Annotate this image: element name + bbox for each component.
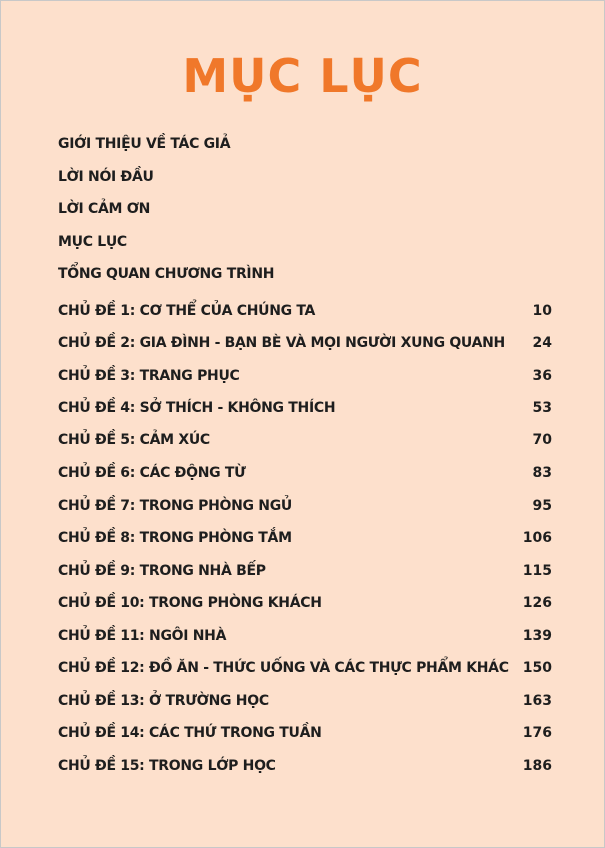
toc-row-label: CHỦ ĐỀ 7: TRONG PHÒNG NGỦ	[58, 498, 292, 514]
toc-row-chapter-1[interactable]	[58, 300, 552, 322]
toc-row-chapter-13[interactable]	[58, 690, 552, 712]
toc-row-page: 150	[522, 660, 552, 676]
toc-row-label: CHỦ ĐỀ 5: CẢM XÚC	[58, 432, 210, 448]
toc-row-page: 176	[522, 725, 552, 741]
toc-row-label: CHỦ ĐỀ 12: ĐỒ ĂN - THỨC UỐNG VÀ CÁC THỰC PHẨM KHÁC	[58, 660, 509, 676]
toc-row-label: CHỦ ĐỀ 2: GIA ĐÌNH - BẠN BÈ VÀ MỌI NGƯỜI XUNG QUANH	[58, 335, 505, 351]
toc-row-overview[interactable]	[58, 263, 552, 285]
toc-row-page: 186	[522, 758, 552, 774]
toc-row-label: MỤC LỤC	[58, 234, 127, 250]
toc-row-page: 53	[532, 400, 552, 416]
toc-row-label: CHỦ ĐỀ 13: Ở TRƯỜNG HỌC	[58, 693, 269, 709]
toc-row-chapter-12[interactable]	[58, 657, 552, 679]
toc-row-page: 36	[532, 368, 552, 384]
toc-row-chapter-14[interactable]	[58, 722, 552, 744]
toc-row-chapter-5[interactable]	[58, 429, 552, 451]
toc-row-chapter-11[interactable]	[58, 625, 552, 647]
toc-row-label: CHỦ ĐỀ 6: CÁC ĐỘNG TỪ	[58, 465, 246, 481]
toc-row-thanks[interactable]	[58, 198, 552, 220]
toc-row-label: CHỦ ĐỀ 10: TRONG PHÒNG KHÁCH	[58, 595, 322, 611]
toc-row-label: CHỦ ĐỀ 3: TRANG PHỤC	[58, 368, 240, 384]
toc-row-label: CHỦ ĐỀ 9: TRONG NHÀ BẾP	[58, 563, 266, 579]
toc-row-page: 70	[532, 432, 552, 448]
toc-row-label: CHỦ ĐỀ 1: CƠ THỂ CỦA CHÚNG TA	[58, 303, 316, 319]
toc-row-page: 163	[522, 693, 552, 709]
toc-row-contents[interactable]	[58, 231, 552, 253]
toc-row-page: 24	[532, 335, 552, 351]
toc-row-chapter-8[interactable]	[58, 527, 552, 549]
toc-row-author[interactable]	[58, 133, 552, 155]
toc-row-foreword[interactable]	[58, 166, 552, 188]
toc-row-label: LỜI NÓI ĐẦU	[58, 169, 154, 185]
toc-row-page: 126	[522, 595, 552, 611]
toc-row-label: CHỦ ĐỀ 15: TRONG LỚP HỌC	[58, 758, 276, 774]
toc-row-label: CHỦ ĐỀ 11: NGÔI NHÀ	[58, 628, 227, 644]
page-title: MỤC LỤC	[182, 49, 423, 103]
toc-row-chapter-3[interactable]	[58, 365, 552, 387]
toc-row-chapter-7[interactable]	[58, 495, 552, 517]
toc-row-page: 83	[532, 465, 552, 481]
toc-row-page: 106	[522, 530, 552, 546]
toc-row-label: CHỦ ĐỀ 4: SỞ THÍCH - KHÔNG THÍCH	[58, 400, 336, 416]
toc-row-chapter-10[interactable]	[58, 592, 552, 614]
toc-row-label: CHỦ ĐỀ 8: TRONG PHÒNG TẮM	[58, 530, 292, 546]
toc-row-chapter-2[interactable]	[58, 332, 552, 354]
toc-row-page: 115	[522, 563, 552, 579]
toc-row-page: 139	[522, 628, 552, 644]
toc-row-page: 95	[532, 498, 552, 514]
toc-row-label: GIỚI THIỆU VỀ TÁC GIẢ	[58, 136, 231, 152]
toc-row-chapter-6[interactable]	[58, 462, 552, 484]
toc-row-label: CHỦ ĐỀ 14: CÁC THỨ TRONG TUẦN	[58, 725, 322, 741]
toc-row-label: LỜI CẢM ƠN	[58, 201, 151, 217]
toc-row-label: TỔNG QUAN CHƯƠNG TRÌNH	[58, 266, 275, 282]
toc-row-chapter-15[interactable]	[58, 755, 552, 777]
toc-row-page: 10	[532, 303, 552, 319]
toc-row-chapter-4[interactable]	[58, 397, 552, 419]
toc-row-chapter-9[interactable]	[58, 560, 552, 582]
